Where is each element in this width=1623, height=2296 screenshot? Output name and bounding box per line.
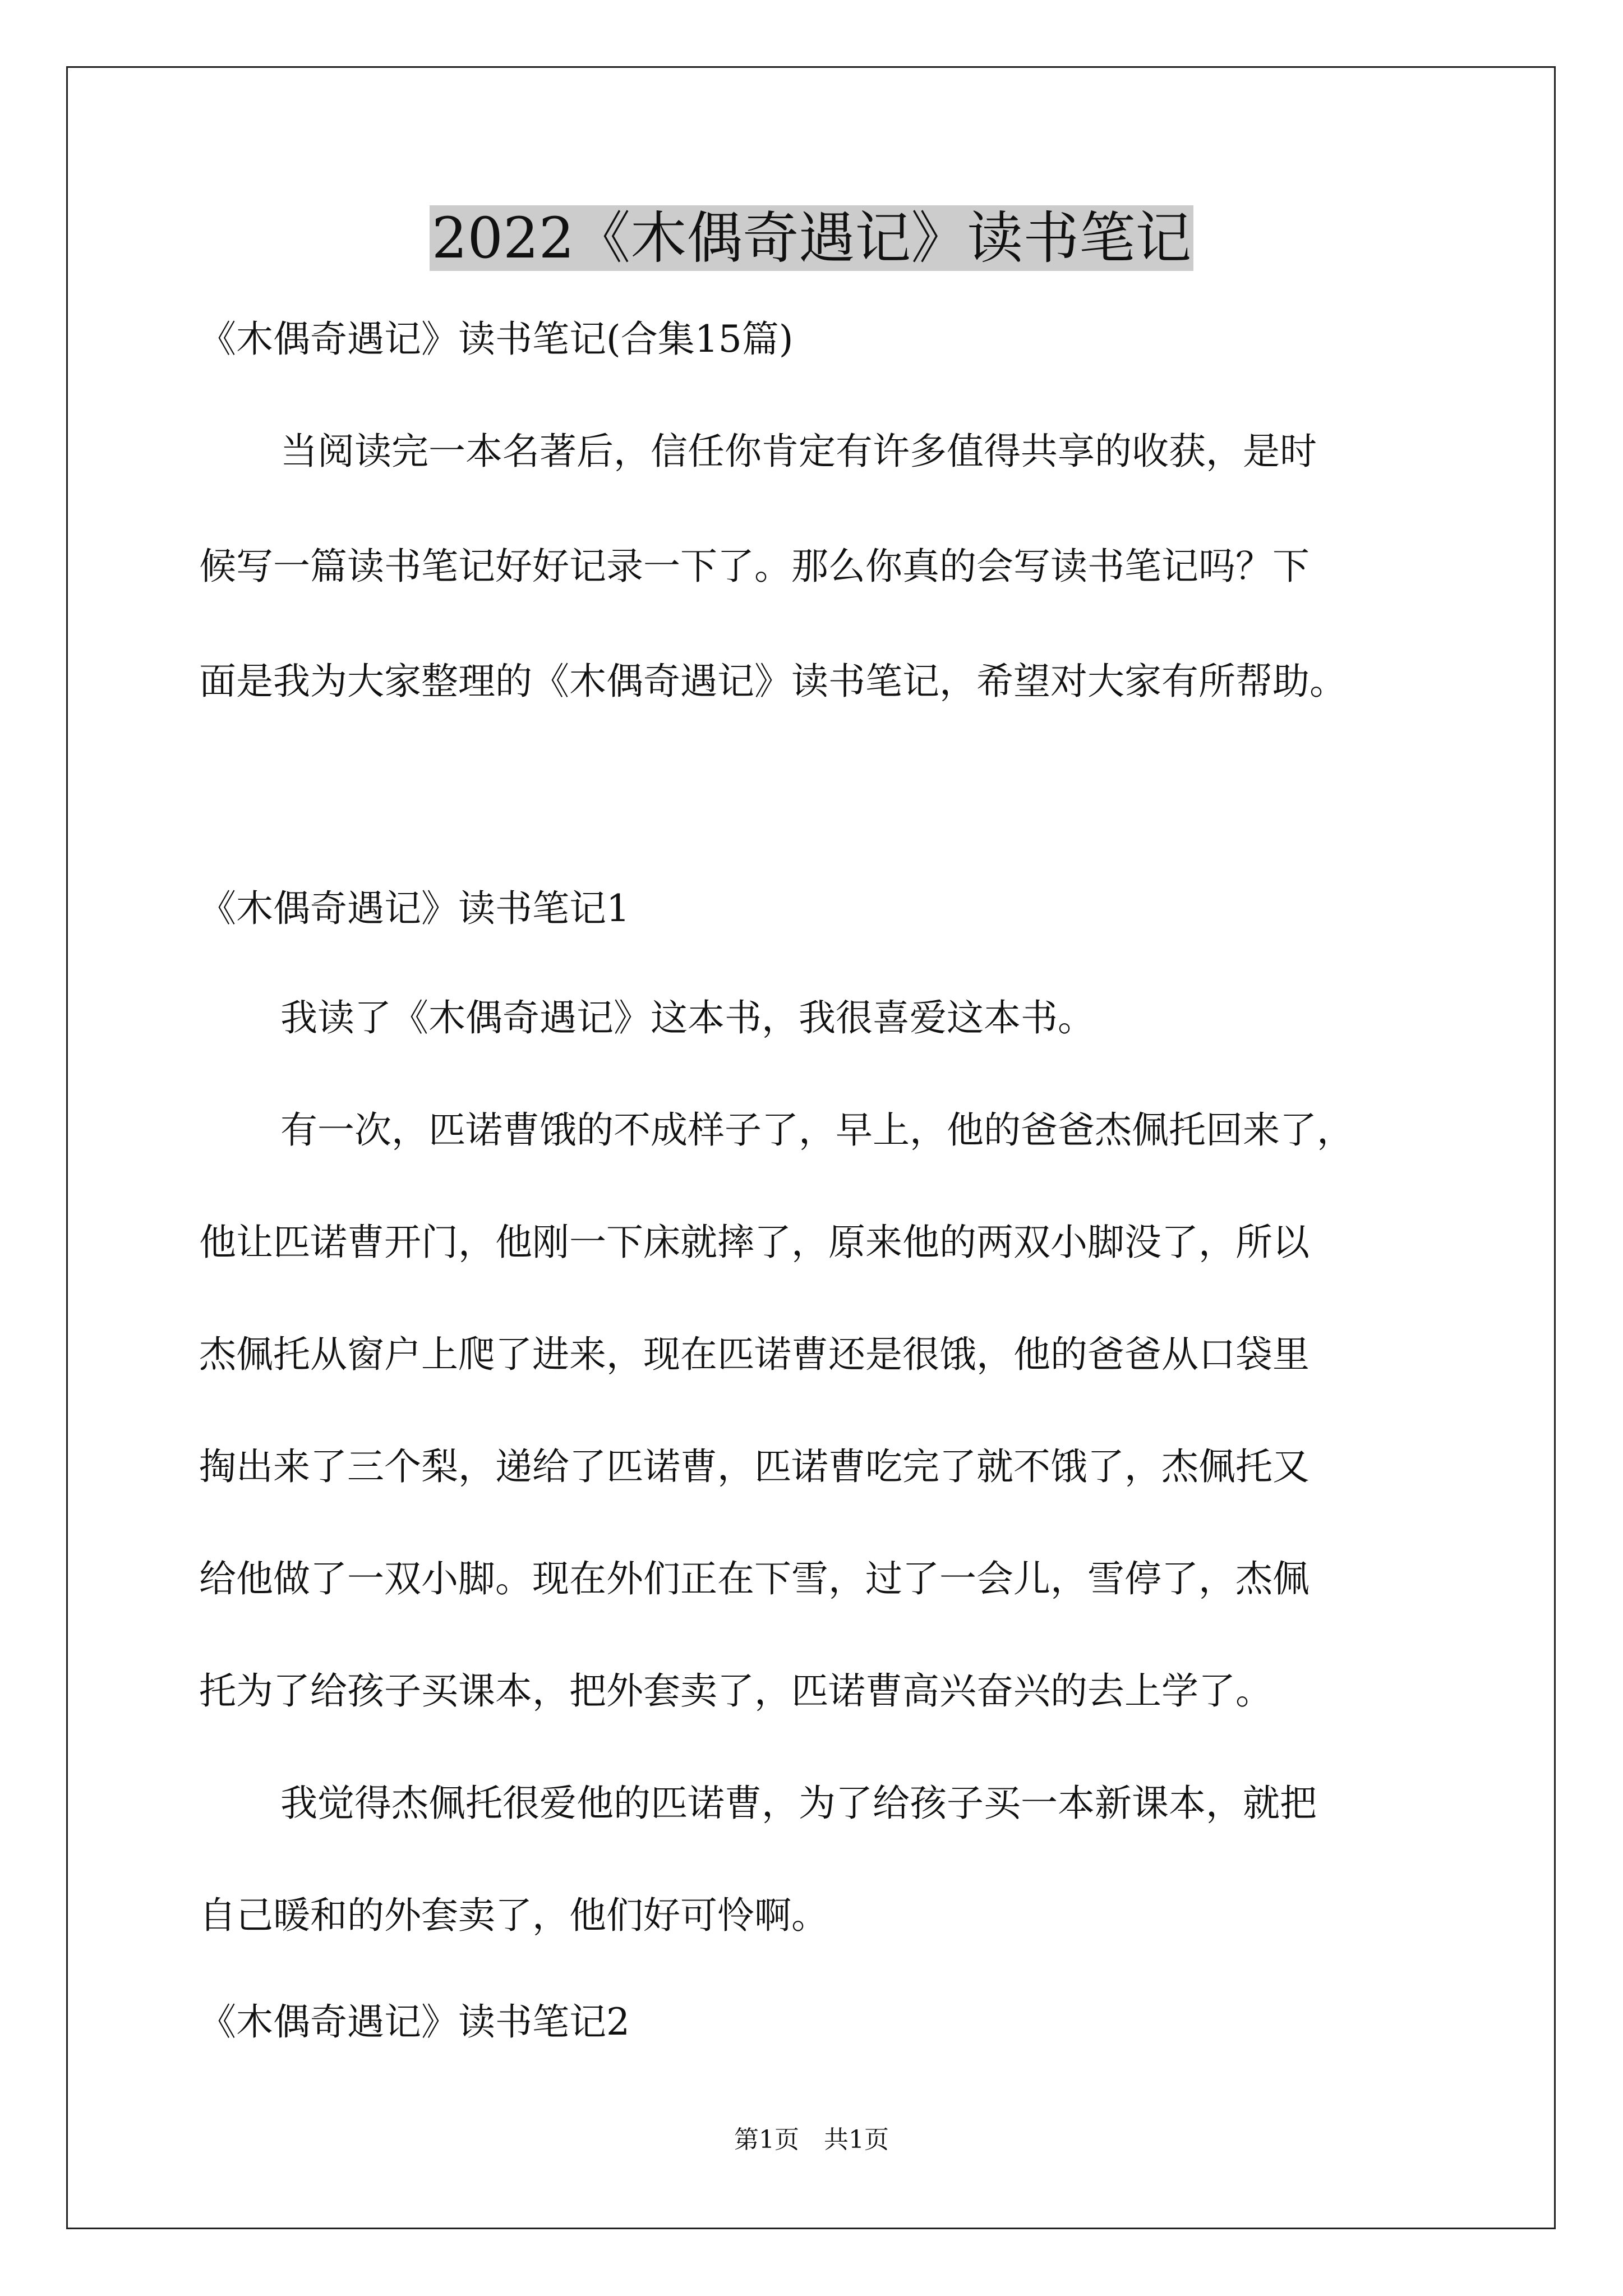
section-1-heading: 《木偶奇遇记》读书笔记1 bbox=[199, 887, 630, 930]
section-1-para-2-line-3: 杰佩托从窗户上爬了进来，现在匹诺曹还是很饿，他的爸爸从口袋里 bbox=[199, 1333, 1310, 1376]
section-1-para-1: 我读了《木偶奇遇记》这本书，我很喜爱这本书。 bbox=[280, 996, 1095, 1039]
intro-line-1: 当阅读完一本名著后，信任你肯定有许多值得共享的收获，是时 bbox=[280, 430, 1317, 473]
intro-line-2: 候写一篇读书笔记好好记录一下了。那么你真的会写读书笔记吗？下 bbox=[199, 545, 1310, 588]
section-1-para-3-line-1: 我觉得杰佩托很爱他的匹诺曹，为了给孩子买一本新课本，就把 bbox=[280, 1782, 1317, 1825]
section-1-para-2-line-6: 托为了给孩子买课本，把外套卖了，匹诺曹高兴奋兴的去上学了。 bbox=[199, 1669, 1272, 1713]
section-1-para-2-line-4: 掏出来了三个梨，递给了匹诺曹，匹诺曹吃完了就不饿了，杰佩托又 bbox=[199, 1445, 1310, 1488]
intro-line-3: 面是我为大家整理的《木偶奇遇记》读书笔记，希望对大家有所帮助。 bbox=[199, 660, 1347, 703]
page-footer: 第1页 共1页 bbox=[734, 2125, 889, 2154]
document-title bbox=[0, 199, 1623, 278]
section-1-para-3-line-2: 自己暖和的外套卖了，他们好可怜啊。 bbox=[199, 1894, 828, 1937]
section-1-para-2-line-2: 他让匹诺曹开门，他刚一下床就摔了，原来他的两双小脚没了，所以 bbox=[199, 1221, 1310, 1264]
document-subtitle: 《木偶奇遇记》读书笔记(合集15篇) bbox=[199, 318, 794, 361]
document-title-text: 2022《木偶奇遇记》读书笔记 bbox=[430, 205, 1194, 271]
section-1-para-2-line-5: 给他做了一双小脚。现在外们正在下雪，过了一会儿，雪停了，杰佩 bbox=[199, 1557, 1310, 1600]
section-2-heading: 《木偶奇遇记》读书笔记2 bbox=[199, 2000, 630, 2044]
section-1-para-2-line-1: 有一次，匹诺曹饿的不成样子了，早上，他的爸爸杰佩托回来了， bbox=[280, 1108, 1354, 1152]
